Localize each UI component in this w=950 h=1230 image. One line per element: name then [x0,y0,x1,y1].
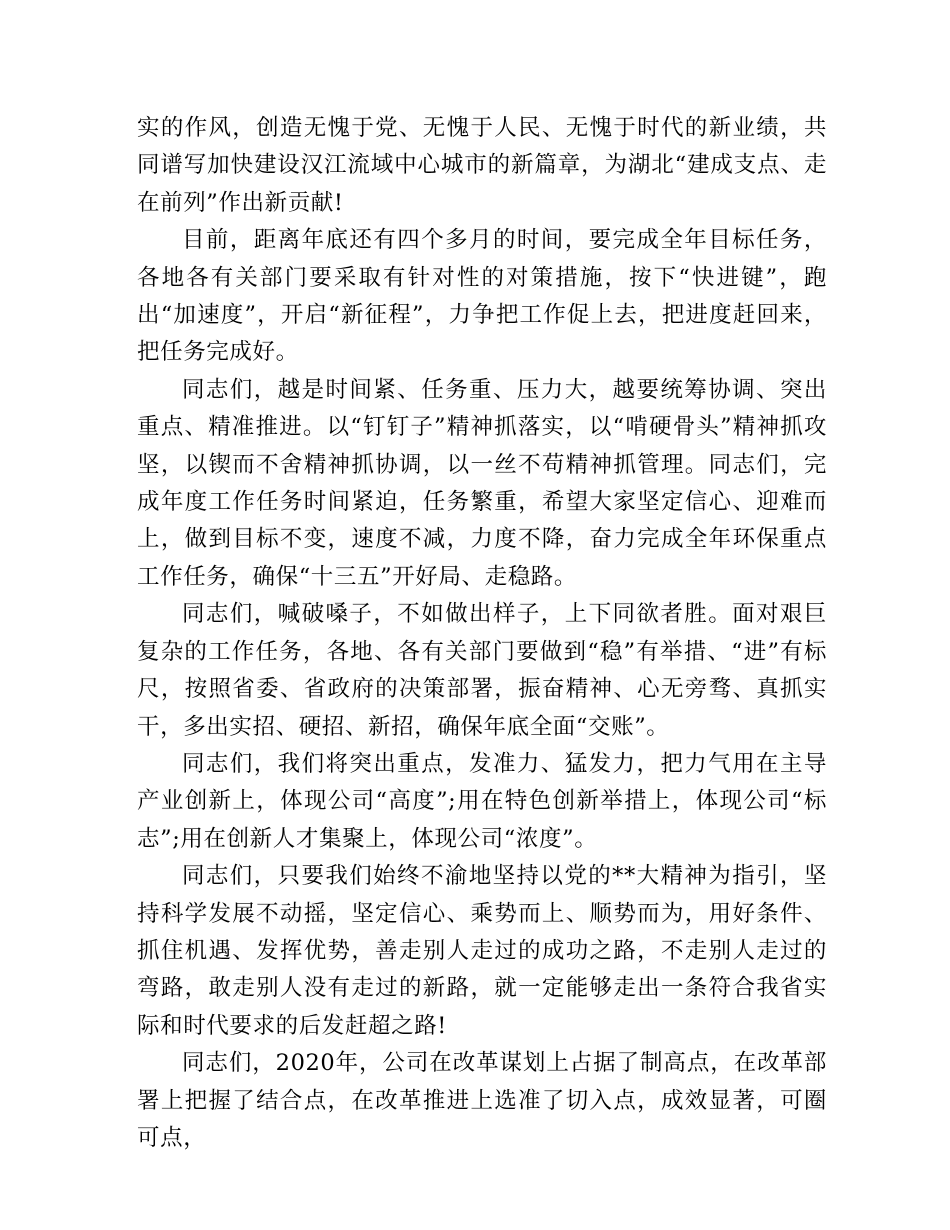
paragraph-6: 同志们，只要我们始终不渝地坚持以党的**大精神为指引，坚持科学发展不动摇，坚定信心、乘势而上、顺势而为，用好条件、抓住机遇、发挥优势，善走别人走过的成功之路，不走别人走过的弯路，敢走别人没有走过的新路，就一定能够走出一条符合我省实际和时代要求的后发赶超之路! [137,863,827,1039]
paragraph-4: 同志们，喊破嗓子，不如做出样子，上下同欲者胜。面对艰巨复杂的工作任务，各地、各有关部门要做到“稳”有举措、“进”有标尺，按照省委、省政府的决策部署，振奋精神、心无旁骛、真抓实干，多出实招、硬招、新招，确保年底全面“交账”。 [137,601,827,740]
paragraph-7: 同志们，2020年，公司在改革谋划上占据了制高点，在改革部署上把握了结合点，在改革推进上选准了切入点，成效显著，可圈可点， [137,1050,827,1151]
document-body [137,110,827,1157]
paragraph-2: 目前，距离年底还有四个多月的时间，要完成全年目标任务，各地各有关部门要采取有针对性的对策措施，按下“快进键”，跑出“加速度”，开启“新征程”，力争把工作促上去，把进度赶回来，把任务完成好。 [137,227,827,366]
paragraph-5: 同志们，我们将突出重点，发准力、猛发力，把力气用在主导产业创新上，体现公司“高度”;用在特色创新举措上，体现公司“标志”;用在创新人才集聚上，体现公司“浓度”。 [137,750,827,852]
paragraph-3: 同志们，越是时间紧、任务重、压力大，越要统筹协调、突出重点、精准推进。以“钉钉子”精神抓落实，以“啃硬骨头”精神抓攻坚，以锲而不舍精神抓协调，以一丝不苟精神抓管理。同志们，完成年度工作任务时间紧迫，任务繁重，希望大家坚定信心、迎难而上，做到目标不变，速度不减，力度不降，奋力完成全年环保重点工作任务，确保“十三五”开好局、走稳路。 [137,376,827,590]
paragraph-1: 实的作风，创造无愧于党、无愧于人民、无愧于时代的新业绩，共同谱写加快建设汉江流域中心城市的新篇章，为湖北“建成支点、走在前列”作出新贡献! [137,115,827,216]
